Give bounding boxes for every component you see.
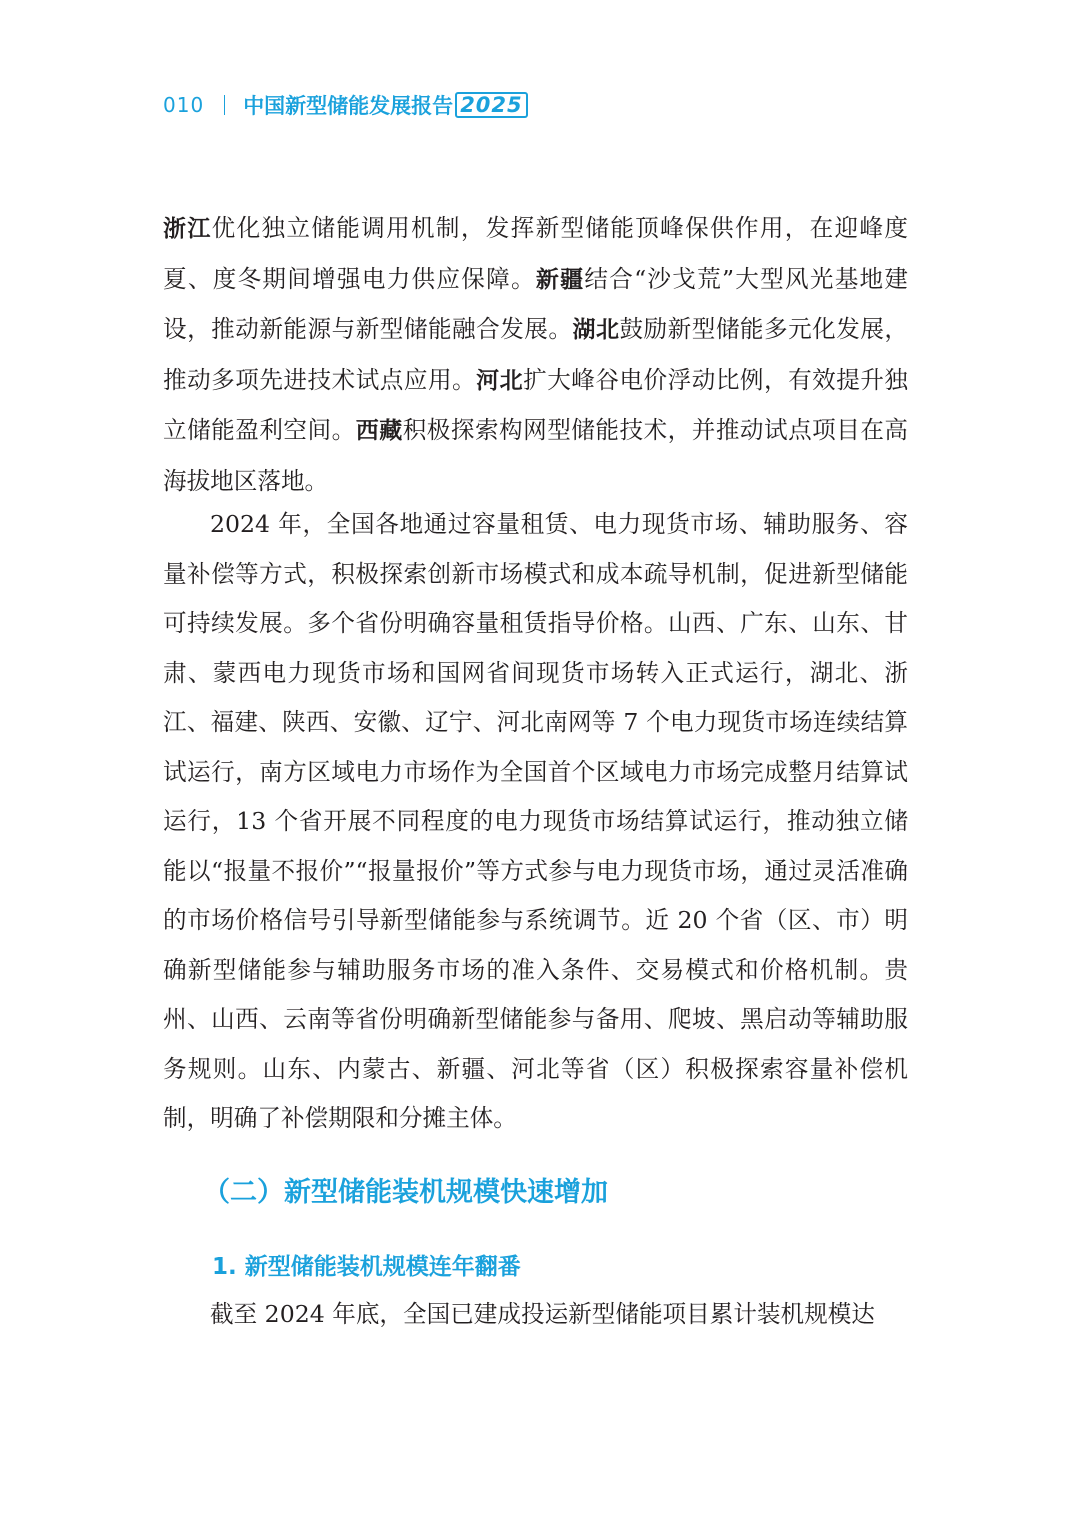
- region-zhejiang-text: 优化独立储能调用机制，发挥新型储能顶峰保供作用，在迎峰度夏、度冬期间增强电力供应保障。: [163, 214, 909, 293]
- paragraph-regional-policies: [163, 204, 908, 506]
- paragraph-market-mechanisms: [163, 500, 908, 1144]
- region-xinjiang-text: 结合“沙戈荒”大型风光基地建设，推动新能源与新型储能融合发展。: [163, 264, 909, 343]
- region-hebei: 河北: [476, 367, 524, 394]
- page-number: 010: [163, 93, 205, 117]
- sub-heading: 1. 新型储能装机规模连年翻番: [212, 1254, 521, 1280]
- page-header: [163, 90, 528, 120]
- region-hebei-text: 扩大峰谷电价浮动比例，有效提升独立储能盈利空间。: [163, 365, 909, 444]
- report-year-badge: 2025: [455, 92, 527, 118]
- region-xizang: 西藏: [355, 418, 403, 444]
- region-zhejiang: 浙江: [163, 216, 212, 242]
- header-divider: [224, 95, 225, 115]
- report-title: 中国新型储能发展报告: [243, 94, 454, 118]
- region-xinjiang: 新疆: [535, 266, 585, 293]
- paragraph-market-mechanisms-text: 2024 年，全国各地通过容量租赁、电力现货市场、辅助服务、容量补偿等方式，积极探索创新市场模式和成本疏导机制，促进新型储能可持续发展。多个省份明确容量租赁指导价格。山西、广东、山东、甘肃、蒙西电力现货市场和国网省间现货市场转入正式运行，湖北、浙江、福建、陕西、安徽、辽宁、河北南网等 7 个电力现货市场连续结算试运行，南方区域电力市场作为全国首个区域电力市场完成整月结算试运行，13 个省开展不同程度的电力现货市场结算试运行，推动独立储能以“报量不报价”“报量报价”等方式参与电力现货市场，通过灵活准确的市场价格信号引导新型储能参与系统调节。近 20 个省（区、市）明确新型储能参与辅助服务市场的准入条件、交易模式和价格机制。贵州、山西、云南等省份明确新型储能参与备用、爬坡、黑启动等辅助服务规则。山东、内蒙古、新疆、河北等省（区）积极探索容量补偿机制，明确了补偿期限和分摊主体。: [163, 510, 908, 1132]
- region-xizang-text: 积极探索构网型储能技术，并推动试点项目在高海拔地区落地。: [163, 416, 909, 495]
- region-hubei-text: 鼓励新型储能多元化发展，推动多项先进技术试点应用。: [163, 315, 909, 394]
- paragraph-capacity: [163, 1290, 908, 1340]
- region-hubei: 湖北: [572, 317, 620, 343]
- section-heading: （二）新型储能装机规模快速增加: [203, 1177, 608, 1208]
- paragraph-capacity-text: 截至 2024 年底，全国已建成投运新型储能项目累计装机规模达: [210, 1300, 875, 1328]
